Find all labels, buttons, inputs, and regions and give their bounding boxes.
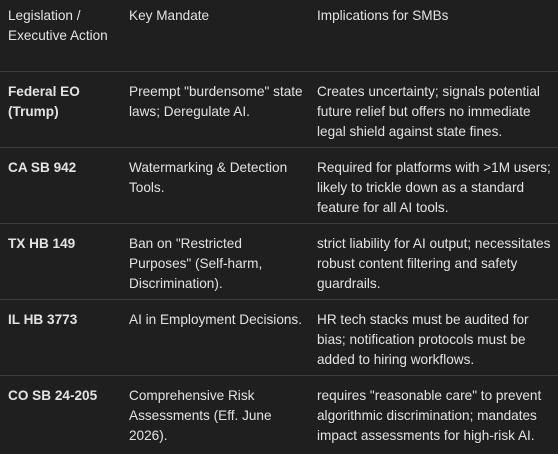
implications-cell: strict liability for AI output; necessitates robust content filtering and safety guardrails. <box>317 236 551 292</box>
legislation-cell: Federal EO (Trump) <box>8 84 80 120</box>
implications-cell: Creates uncertainty; signals potential future relief but offers no immediate legal shield against state fines. <box>317 84 540 140</box>
row-divider <box>0 223 558 224</box>
legislation-cell: CO SB 24-205 <box>8 388 98 403</box>
row-divider <box>0 299 558 300</box>
header-legislation: Legislation / Executive Action <box>8 8 108 44</box>
row-divider <box>0 147 558 148</box>
mandate-cell: Preempt "burdensome" state laws; Deregulate AI. <box>129 84 303 120</box>
header-key-mandate: Key Mandate <box>129 8 210 23</box>
legislation-cell: TX HB 149 <box>8 236 76 251</box>
legislation-cell: IL HB 3773 <box>8 312 78 327</box>
implications-cell: requires "reasonable care" to prevent algorithmic discrimination; mandates impact assessments for high-risk AI. <box>317 388 542 444</box>
legislation-cell: CA SB 942 <box>8 160 77 175</box>
mandate-cell: Watermarking & Detection Tools. <box>129 160 288 196</box>
header-implications: Implications for SMBs <box>317 8 449 23</box>
mandate-cell: Ban on "Restricted Purposes" (Self-harm, Discrimination). <box>129 236 263 292</box>
mandate-cell: Comprehensive Risk Assessments (Eff. June 2026). <box>129 388 272 444</box>
mandate-cell: AI in Employment Decisions. <box>129 312 303 327</box>
row-divider <box>0 375 558 376</box>
header-divider <box>0 71 558 72</box>
implications-cell: Required for platforms with >1M users; likely to trickle down as a standard feature for all AI tools. <box>317 160 551 216</box>
implications-cell: HR tech stacks must be audited for bias; notification protocols must be added to hiring workflows. <box>317 312 529 368</box>
